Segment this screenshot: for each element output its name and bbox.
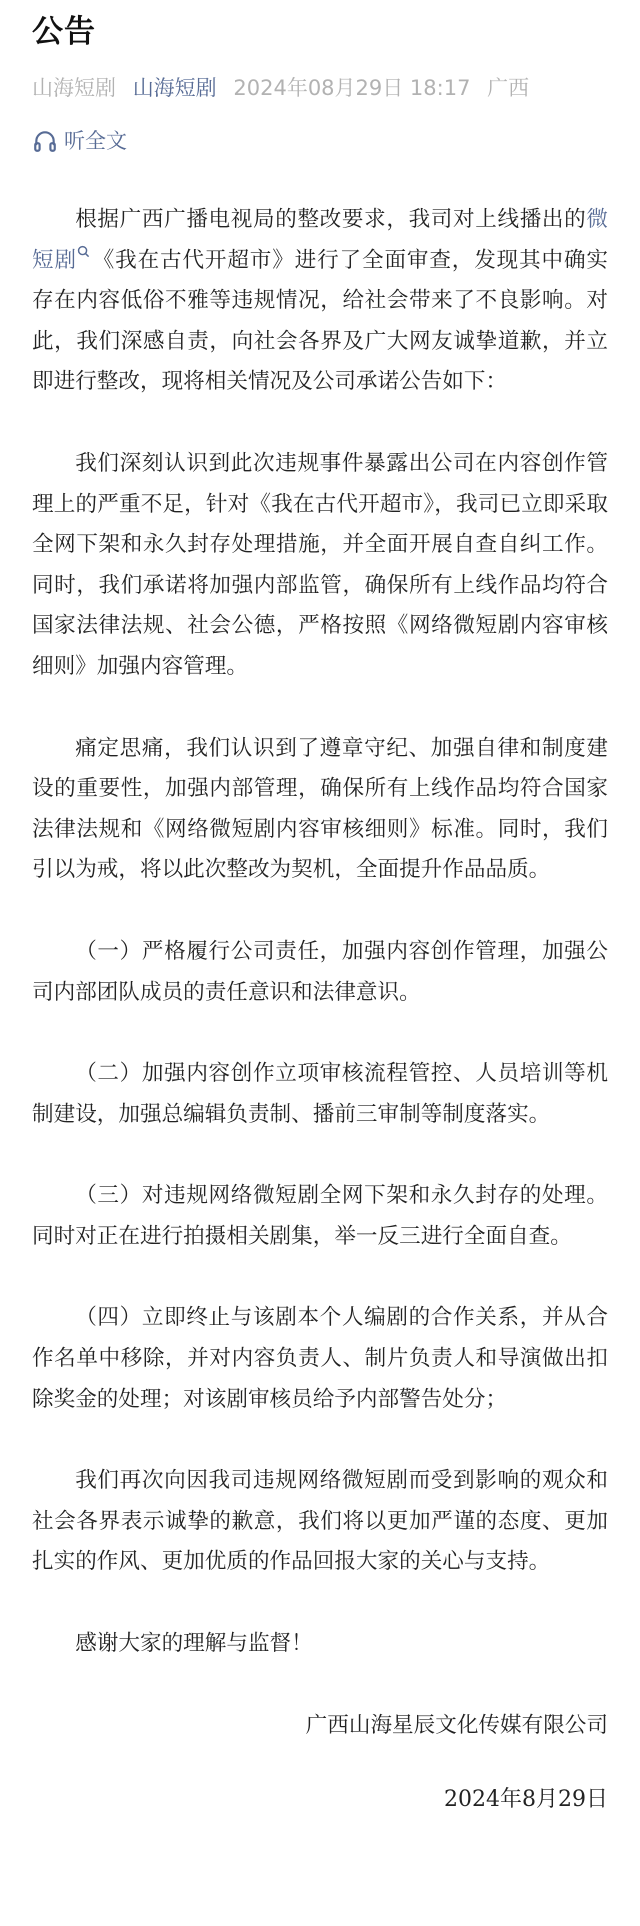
search-icon <box>77 245 90 258</box>
listen-full-text-button[interactable] <box>32 124 608 158</box>
meta-author: 山海短剧 <box>32 76 116 100</box>
paragraph-intro <box>32 200 608 403</box>
intro-text-before: 根据广西广播电视局的整改要求，我司对上线播出的 <box>75 207 587 232</box>
paragraph: 我们再次向因我司违规网络微短剧而受到影响的观众和社会各界表示诚挚的歉意，我们将以更加严谨的态度、更加扎实的作风、更加优质的作品回报大家的关心与支持。 <box>32 1468 608 1575</box>
signature-date: 2024年8月29日 <box>444 1787 608 1813</box>
page-title: 公告 <box>32 14 96 50</box>
intro-text-after: 《我在古代开超市》进行了全面审查，发现其中确实存在内容低俗不雅等违规情况，给社会带来了不良影响。对此，我们深感自责，向社会各界及广大网友诚挚道歉，并立即进行整改，现将相关情况及公司承诺公告如下： <box>32 247 608 395</box>
meta-location: 广西 <box>487 76 530 100</box>
paragraph: （四）立即终止与该剧本个人编剧的合作关系，并从合作名单中移除，并对内容负责人、制片负责人和导演做出扣除奖金的处理；对该剧审核员给予内部警告处分； <box>32 1305 608 1412</box>
article-body <box>32 200 608 1821</box>
paragraph: （二）加强内容创作立项审核流程管控、人员培训等机制建设，加强总编辑负责制、播前三审制等制度落实。 <box>32 1061 608 1127</box>
paragraph-thanks: 感谢大家的理解与监督！ <box>75 1631 313 1657</box>
paragraph: （三）对违规网络微短剧全网下架和永久封存的处理。同时对正在进行拍摄相关剧集，举一反三进行全面自查。 <box>32 1183 608 1249</box>
article-meta <box>32 72 608 104</box>
paragraph: （一）严格履行公司责任，加强内容创作管理，加强公司内部团队成员的责任意识和法律意识。 <box>32 938 608 1005</box>
paragraph: 我们深刻认识到此次违规事件暴露出公司在内容创作管理上的严重不足，针对《我在古代开超市》，我司已立即采取全网下架和永久封存处理措施，并全面开展自查自纠工作。同时，我们承诺将加强内部监管，确保所有上线作品均符合国家法律法规、社会公德，严格按照《网络微短剧内容审核细则》加强内容管理。 <box>32 450 608 679</box>
signature-company: 广西山海星辰文化传媒有限公司 <box>305 1712 608 1738</box>
paragraph: 痛定思痛，我们认识到了遵章守纪、加强自律和制度建设的重要性，加强内部管理，确保所有上线作品均符合国家法律法规和《网络微短剧内容审核细则》标准。同时，我们引以为戒，将以此次整改为契机，全面提升作品品质。 <box>32 735 608 883</box>
listen-label: 听全文 <box>64 129 127 153</box>
headphones-icon <box>32 128 58 154</box>
meta-account-link[interactable]: 山海短剧 <box>132 76 217 100</box>
search-link-label: 微短剧 <box>32 207 608 273</box>
meta-datetime: 2024年08月29日 18:17 <box>233 76 471 100</box>
